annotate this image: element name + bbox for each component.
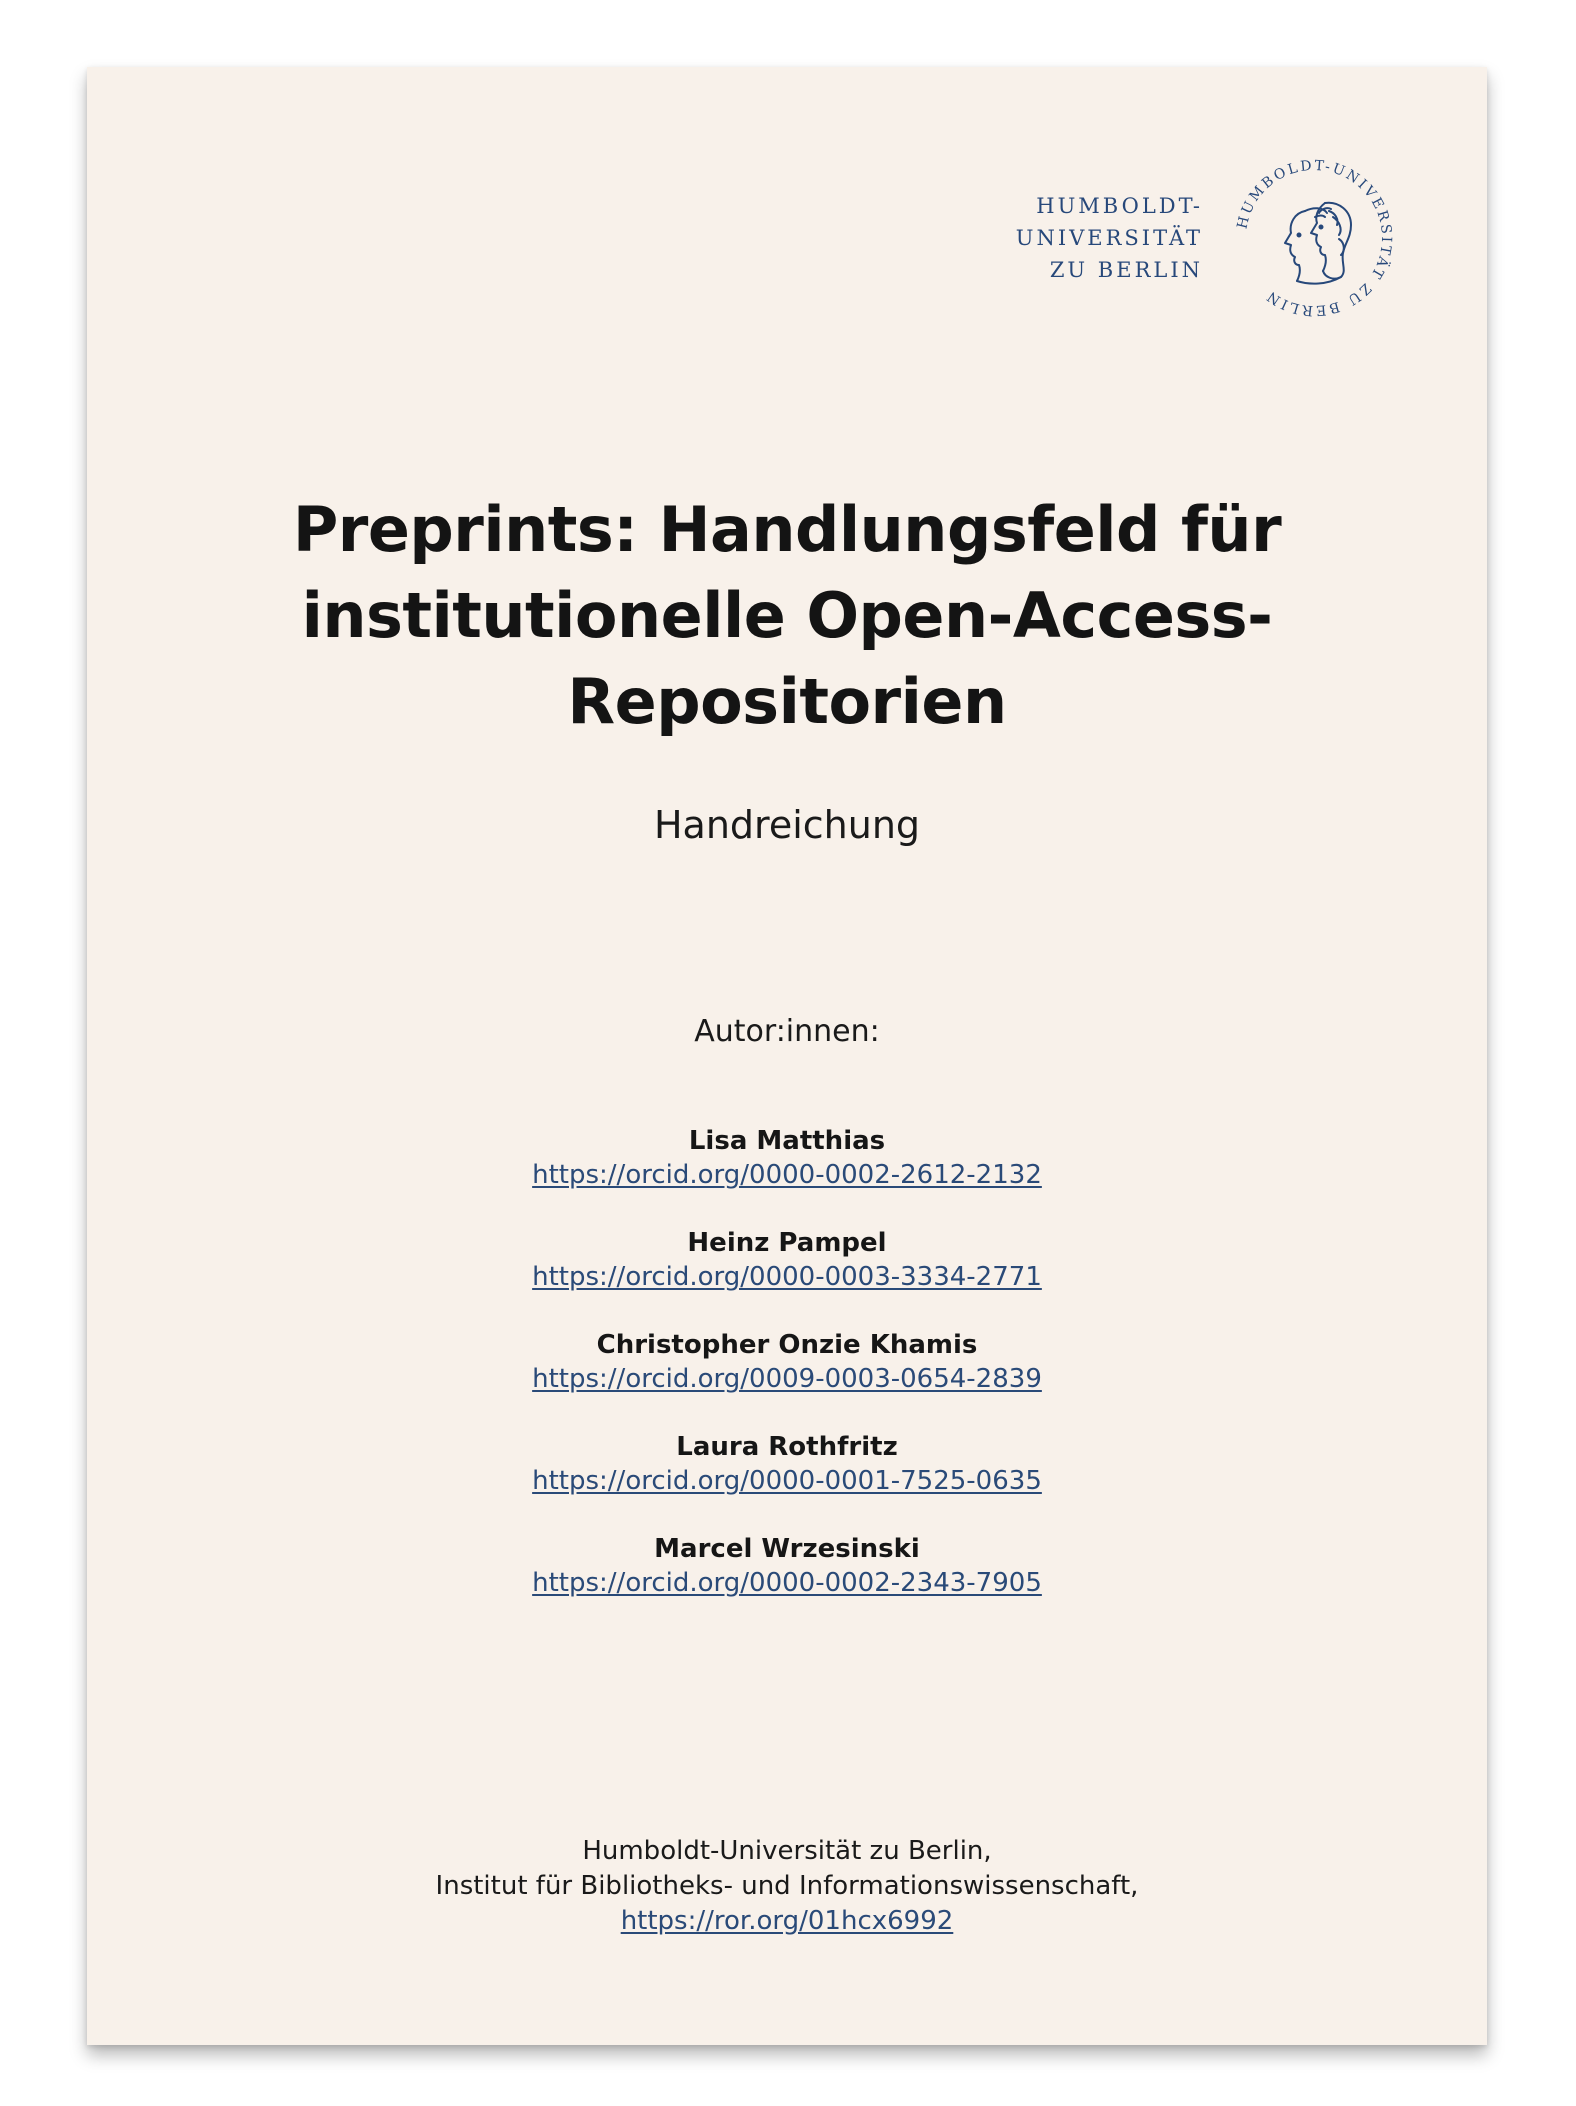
orcid-link[interactable]: https://orcid.org/0000-0003-3334-2771 xyxy=(532,1262,1042,1292)
footer-department: Institut für Bibliotheks- und Informationswissenschaft, xyxy=(435,1871,1139,1901)
title-line-2: institutionelle Open-Access- xyxy=(301,579,1273,652)
logo-line-1: HUMBOLDT- xyxy=(1036,194,1203,218)
author-name: Heinz Pampel xyxy=(687,1228,887,1258)
document-subtitle: Handreichung xyxy=(653,803,921,847)
author-name: Marcel Wrzesinski xyxy=(654,1534,920,1564)
title-line-1: Preprints: Handlungsfeld für xyxy=(292,493,1282,566)
humboldt-seal-icon xyxy=(1229,153,1399,323)
seal-ring-text: HUMBOLDT-UNIVERSITÄT ZU BERLIN xyxy=(1234,157,1395,319)
orcid-link[interactable]: https://orcid.org/0000-0001-7525-0635 xyxy=(532,1466,1042,1496)
author-entry xyxy=(87,1226,1487,1328)
footer-institution: Humboldt-Universität zu Berlin, xyxy=(582,1836,992,1866)
document-page xyxy=(87,67,1487,2045)
author-name: Laura Rothfritz xyxy=(676,1432,898,1462)
author-entry xyxy=(87,1124,1487,1226)
logo-wordmark xyxy=(1016,190,1203,286)
authors-heading: Autor:innen: xyxy=(694,1014,880,1049)
ror-link[interactable]: https://ror.org/01hcx6992 xyxy=(620,1906,954,1936)
document-title xyxy=(87,487,1487,745)
author-list xyxy=(87,1124,1487,1634)
orcid-link[interactable]: https://orcid.org/0000-0002-2343-7905 xyxy=(532,1568,1042,1598)
logo-line-3: ZU BERLIN xyxy=(1049,258,1203,282)
orcid-link[interactable]: https://orcid.org/0009-0003-0654-2839 xyxy=(532,1364,1042,1394)
author-entry xyxy=(87,1328,1487,1430)
orcid-link[interactable]: https://orcid.org/0000-0002-2612-2132 xyxy=(532,1160,1042,1190)
university-logo xyxy=(1016,153,1399,323)
author-name: Lisa Matthias xyxy=(688,1126,886,1156)
logo-line-2: UNIVERSITÄT xyxy=(1015,226,1203,250)
institution-footer xyxy=(87,1834,1487,1939)
author-entry xyxy=(87,1532,1487,1634)
author-entry xyxy=(87,1430,1487,1532)
svg-text:HUMBOLDT-UNIVERSITÄT ZU BERLIN xyxy=(1234,158,1394,319)
title-line-3: Repositorien xyxy=(567,665,1007,738)
author-name: Christopher Onzie Khamis xyxy=(596,1330,978,1360)
